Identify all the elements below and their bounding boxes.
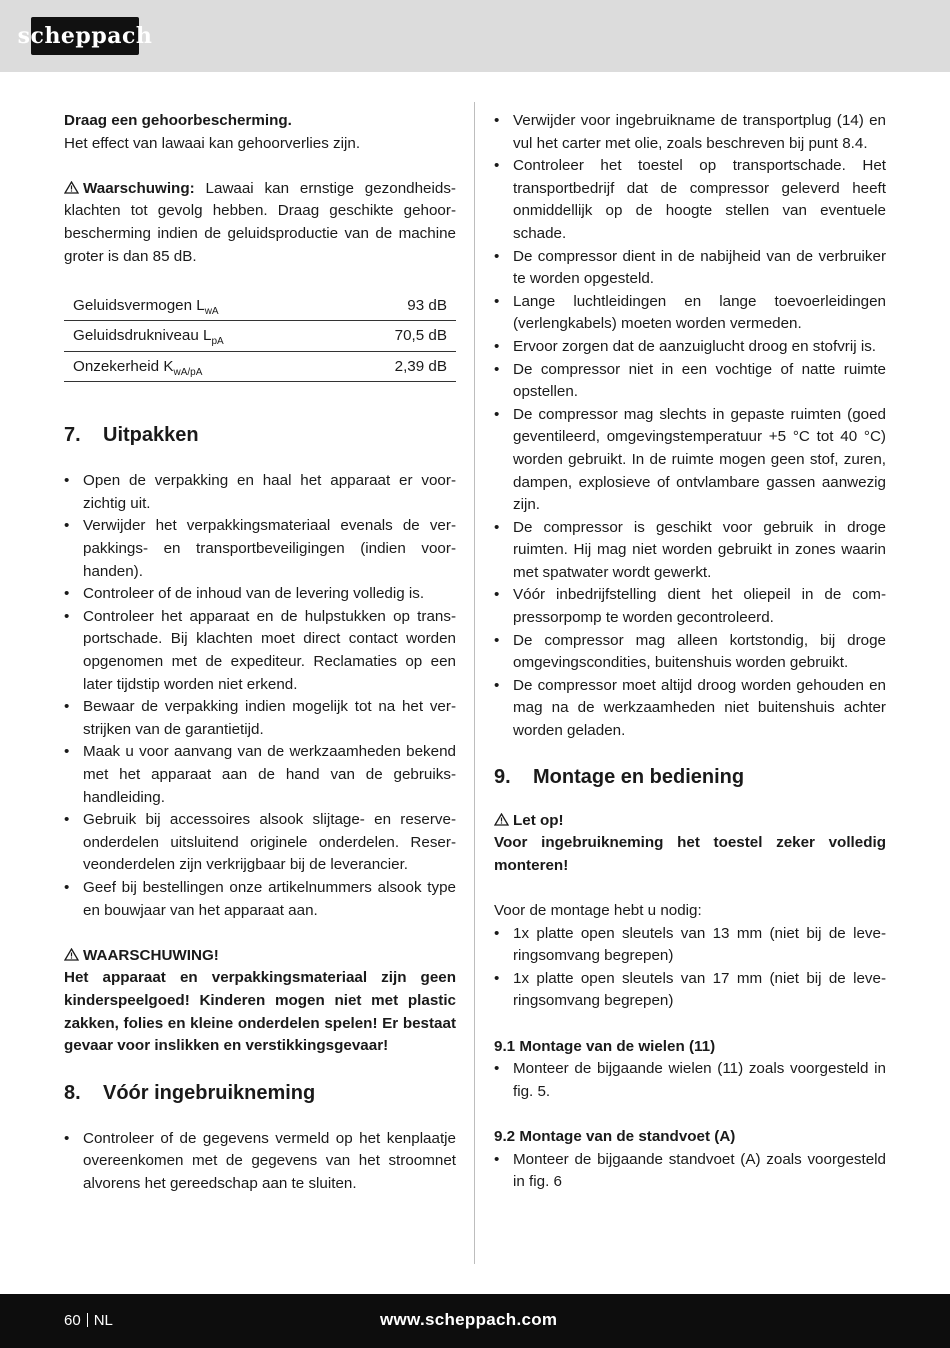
list-item: • Monteer de bijgaande wielen (11) zoals voorgesteld in fig. 5. (494, 1058, 886, 1103)
list-item: • Geef bij bestellingen onze artikelnummers alsook type en bouwjaar van het apparaat aan. (64, 877, 456, 922)
list-item: • Verwijder voor ingebruikname de transportplug (14) en vul het carter met olie, zoals beschreven bij punt 8.4. (494, 110, 886, 155)
spec-label: Onzekerheid $K_{wA/pA}$ (64, 351, 341, 382)
table-row (64, 291, 456, 321)
brand-logo: scheppach (31, 17, 139, 55)
column-divider (474, 102, 475, 1264)
page-number: 60 (64, 1312, 81, 1329)
subsection-9-2-heading: 9.2 Montage van de standvoet (A) (494, 1127, 736, 1145)
warning-triangle-icon (64, 181, 79, 194)
list-item: • Open de verpakking en haal het apparaat er voorzichtig uit. (64, 470, 456, 515)
page-header (0, 0, 950, 72)
table-row (64, 321, 456, 352)
warning-2-heading: WAARSCHUWING! (64, 945, 456, 968)
tools-list (494, 923, 886, 1013)
left-column (64, 110, 456, 1195)
warning-triangle-icon (64, 948, 79, 961)
language-code: NL (93, 1312, 113, 1329)
attention-heading: Let op! (494, 810, 886, 833)
spec-value: 2,39 dB (341, 351, 456, 382)
wheels-list (494, 1058, 886, 1103)
list-item: • Vóór inbedrijfstelling dient het oliepeil in de compressorpomp te worden gecontroleerd. (494, 584, 886, 629)
list-item: • De compressor niet in een vochtige of natte ruimte opstellen. (494, 359, 886, 404)
section-7-heading: 7. Uitpakken (64, 424, 199, 447)
subsection-9-1-heading: 9.1 Montage van de wielen (11) (494, 1037, 716, 1055)
list-item: • Ervoor zorgen dat de aanzuiglucht droog en stofvrij is. (494, 336, 886, 359)
list-item: • 1x platte open sleutels van 13 mm (niet bij de leveringsomvang begrepen) (494, 923, 886, 968)
warning-2-text: Het apparaat en verpakkingsmateriaal zijn geen kinderspeelgoed! Kinderen mogen niet met plastic zakken, folies en kleine onderdelen spelen! Er bestaat gevaar voor inslikken en verstikkingsgevaar! (64, 969, 456, 1055)
page-indicator (64, 1310, 113, 1333)
spec-value: 93 dB (341, 291, 456, 321)
page-footer (0, 1294, 950, 1348)
website-link[interactable]: www.scheppach.com (380, 1310, 558, 1329)
hearing-protection-text: Het effect van lawaai kan gehoorverlies zijn. (64, 134, 361, 152)
list-item: • Bewaar de verpakking indien mogelijk tot na het verstrijken van de garantietijd. (64, 696, 456, 741)
list-item: • Maak u voor aanvang van de werkzaamheden bekend met het apparaat aan de hand van de gebruikshandleiding. (64, 741, 456, 809)
spec-label: Geluidsdrukniveau $L_{pA}$ (64, 321, 341, 352)
warning-label: Waarschuwing: (83, 179, 195, 197)
installation-list (494, 110, 886, 743)
warning-text: Lawaai kan ernstige gezondheidsklachten tot gevolg hebben. Draag geschikte gehoorbescherming indien de geluidsproductie van de machine groter is dan 85 dB. (64, 179, 456, 265)
spec-value: 70,5 dB (341, 321, 456, 352)
section-8-heading: 8. Vóór ingebruikneming (64, 1081, 316, 1104)
list-item: • Controleer of de inhoud van de levering volledig is. (64, 583, 456, 606)
list-item: • Monteer de bijgaande standvoet (A) zoals voorgesteld in fig. 6 (494, 1149, 886, 1194)
list-item: • Verwijder het verpakkingsmateriaal evenals de verpakkings- en transportbeveiligingen (indien voorhanden). (64, 515, 456, 583)
list-item: • Controleer het toestel op transportschade. Het transportbedrijf dat de compressor geleverd heeft onmiddellijk op de hoogte stellen van eventuele schade. (494, 155, 886, 245)
list-item: • De compressor mag slechts in gepaste ruimten (goed geventileerd, omgevingstemperatuur +5 °C tot 40 °C) worden gebruikt. In de ruimte mogen geen stof, zuren, dampen, explosieve of ontvlambare gassen aanwezig zijn. (494, 404, 886, 517)
noise-warning (64, 178, 456, 268)
list-item: • De compressor mag alleen kortstondig, bij droge omgevingscondities, buitenshuis worden gebruikt. (494, 630, 886, 675)
list-item: • Gebruik bij accessoires alsook slijtage- en reserveonderdelen uitsluitend originele onderdelen. Reserveonderdelen zijn verkrijgbaar bij de leverancier. (64, 809, 456, 877)
hearing-protection-title: Draag een gehoorbescherming. (64, 112, 292, 129)
stand-list (494, 1149, 886, 1194)
list-item: • 1x platte open sleutels van 17 mm (niet bij de leveringsomvang begrepen) (494, 968, 886, 1013)
before-use-list (64, 1128, 456, 1196)
list-item: • Lange luchtleidingen en lange toevoerleidingen (verlengkabels) moeten worden vermeden. (494, 291, 886, 336)
list-item: • De compressor is geschikt voor gebruik in droge ruimten. Hij mag niet worden gebruikt in zones waarin met spatwater wordt gewerkt. (494, 517, 886, 585)
list-item: • Controleer het apparaat en de hulpstukken op transportschade. Bij klachten moet direct contact worden opgenomen met de expediteur. Reclamaties op een later tijdstip worden niet erkend. (64, 606, 456, 696)
unpacking-list (64, 470, 456, 922)
tools-intro: Voor de montage hebt u nodig: (494, 902, 702, 919)
warning-triangle-icon (494, 813, 509, 826)
list-item: • De compressor dient in de nabijheid van de verbruiker te worden opgesteld. (494, 246, 886, 291)
list-item: • Controleer of de gegevens vermeld op het kenplaatje overeenkomen met de gegevens van het stroomnet alvorens het gereedschap aan te sluiten. (64, 1128, 456, 1196)
noise-spec-table (64, 291, 456, 383)
attention-text: Voor ingebruikneming het toestel zeker volledig monteren! (494, 834, 886, 874)
right-column (494, 110, 886, 1194)
section-9-heading: 9. Montage en bediening (494, 765, 745, 788)
table-row (64, 351, 456, 382)
spec-label: Geluidsvermogen $L_{wA}$ (64, 291, 341, 321)
list-item: • De compressor moet altijd droog worden gehouden en mag na de werkzaamheden niet buitenshuis achter worden geladen. (494, 675, 886, 743)
